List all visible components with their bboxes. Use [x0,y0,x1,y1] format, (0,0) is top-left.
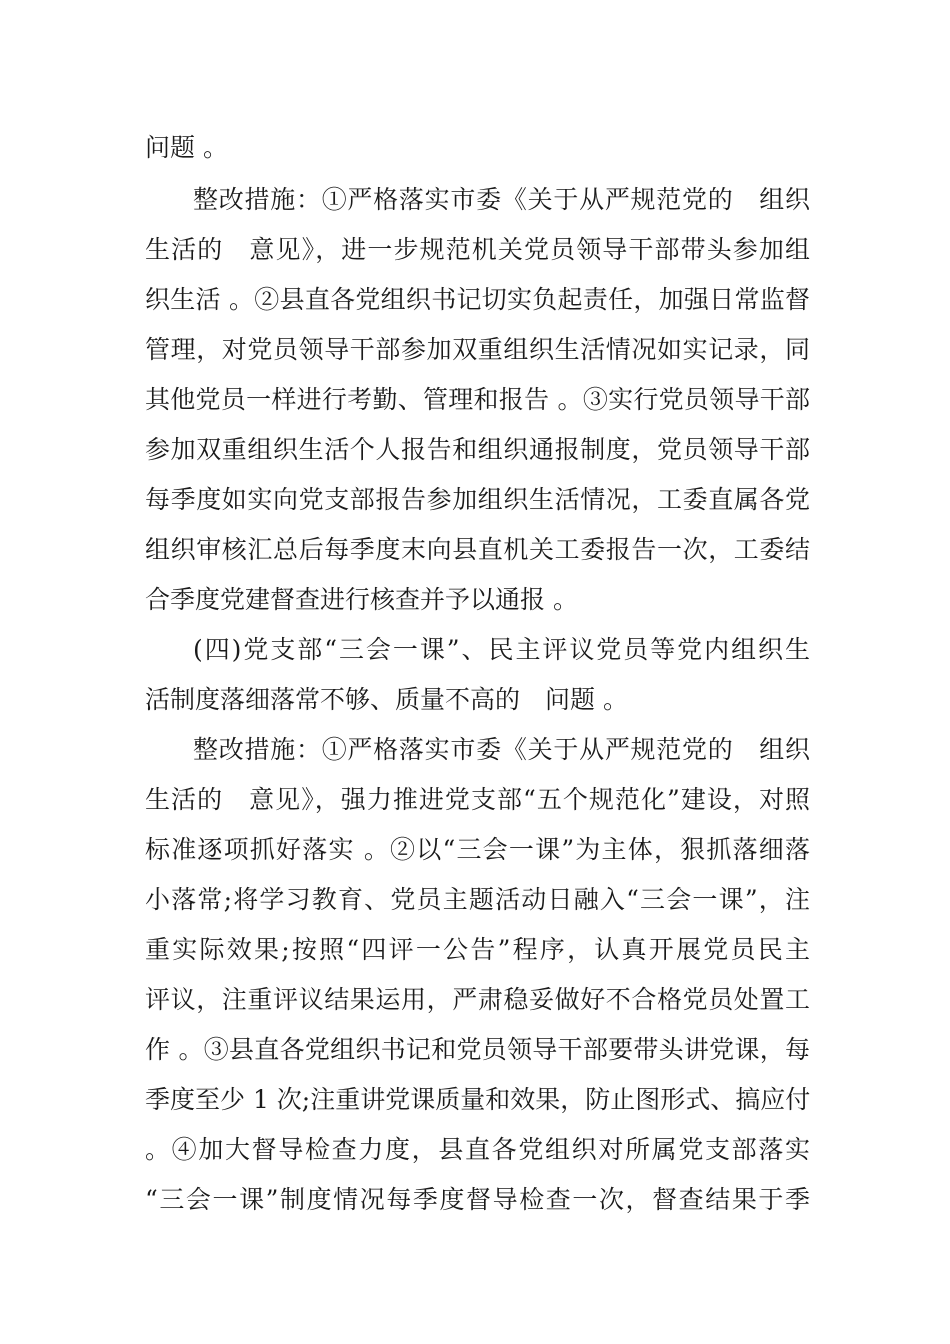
text-line-2: 整改措施：①严格落实市委《关于从严规范党的 组织 [193,185,810,214]
text-line-5: 管理，对党员领导干部参加双重组织生活情况如实记录，同 [145,335,810,364]
text-line-6: 其他党员一样进行考勤、管理和报告 。③实行党员领导干部 [145,385,810,414]
text-line-12: 活制度落细落常不够、质量不高的 问题 。 [145,685,628,714]
text-line-15: 标准逐项抓好落实 。②以“三会一课”为主体，狠抓落细落 [145,835,810,864]
text-line-7: 参加双重组织生活个人报告和组织通报制度，党员领导干部 [145,435,810,464]
text-line-20: 季度至少 1 次;注重讲党课质量和效果，防止图形式、搞应付 [145,1085,810,1114]
text-line-22: “三会一课”制度情况每季度督导检查一次，督查结果于季 [145,1185,810,1214]
text-line-13: 整改措施：①严格落实市委《关于从严规范党的 组织 [193,735,810,764]
text-line-11: (四)党支部“三会一课”、民主评议党员等党内组织生 [193,635,810,664]
text-line-19: 作 。③县直各党组织书记和党员领导干部要带头讲党课，每 [145,1035,810,1064]
text-line-8: 每季度如实向党支部报告参加组织生活情况，工委直属各党 [145,485,810,514]
text-line-21: 。④加大督导检查力度，县直各党组织对所属党支部落实 [145,1135,810,1164]
text-line-10: 合季度党建督查进行核查并予以通报 。 [145,585,578,614]
text-line-18: 评议，注重评议结果运用，严肃稳妥做好不合格党员处置工 [145,985,810,1014]
text-line-17: 重实际效果;按照“四评一公告”程序，认真开展党员民主 [145,935,810,964]
text-line-1: 问题 。 [145,133,228,162]
text-line-9: 组织审核汇总后每季度末向县直机关工委报告一次，工委结 [145,535,810,564]
text-line-14: 生活的 意见》，强力推进党支部“五个规范化”建设，对照 [145,785,810,814]
text-line-3: 生活的 意见》，进一步规范机关党员领导干部带头参加组 [145,235,810,264]
text-line-16: 小落常;将学习教育、党员主题活动日融入“三会一课”，注 [145,885,810,914]
text-line-4: 织生活 。②县直各党组织书记切实负起责任，加强日常监督 [145,285,810,314]
